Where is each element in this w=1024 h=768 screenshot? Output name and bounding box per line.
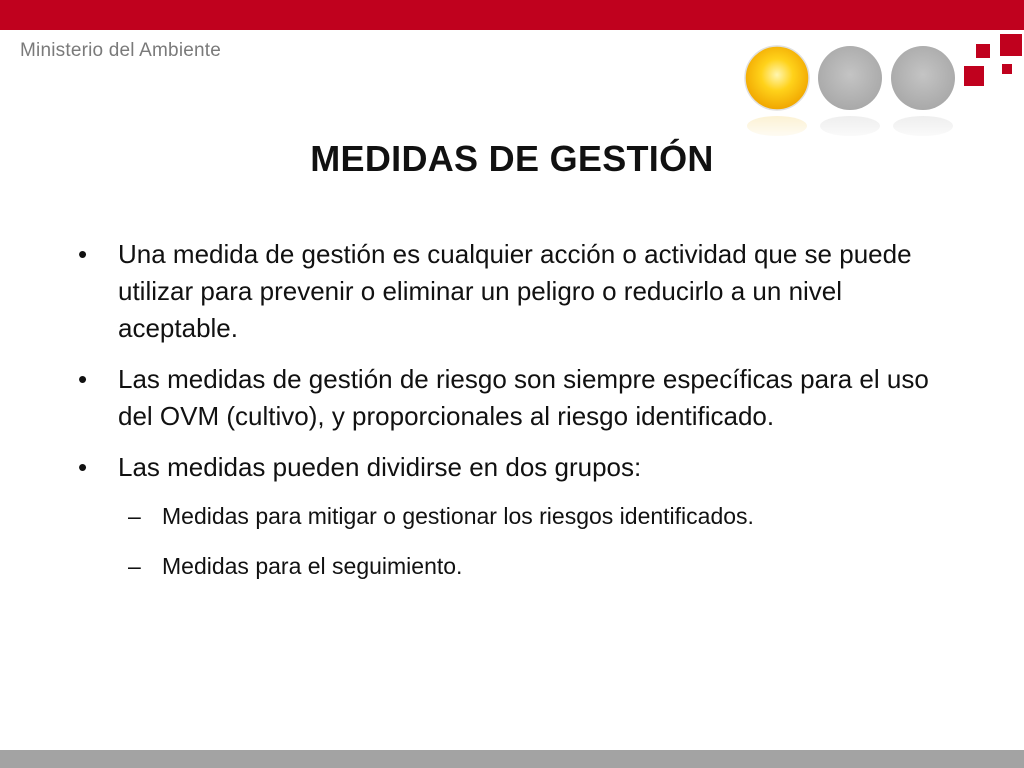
bullet-marker: • — [78, 239, 88, 269]
slide-title: MEDIDAS DE GESTIÓN — [310, 138, 714, 179]
sub-bullet-item — [118, 550, 998, 583]
bullet-marker: • — [78, 364, 88, 394]
bullet-text: Las medidas de gestión de riesgo son siempre específicas para el uso del OVM (cultivo), y proporcionales al riesgo identificado. — [118, 364, 929, 431]
sub-bullet-marker: – — [128, 553, 141, 579]
bullet-item — [78, 449, 958, 486]
bullet-text: Las medidas pueden dividirse en dos grupos: — [118, 452, 642, 482]
sub-bullet-marker: – — [128, 503, 141, 529]
sub-bullet-text: Medidas para el seguimiento. — [162, 553, 463, 579]
top-red-bar — [0, 0, 1024, 30]
bottom-gray-bar — [0, 750, 1024, 768]
sub-bullet-list — [118, 500, 998, 583]
organization-name: Ministerio del Ambiente — [20, 40, 222, 61]
bullet-item — [78, 236, 958, 347]
bullet-text: Una medida de gestión es cualquier acción o actividad que se puede utilizar para prevenir o eliminar un peligro o reducirlo a un nivel aceptable. — [118, 239, 912, 343]
sub-bullet-item — [118, 500, 998, 533]
sub-bullet-text: Medidas para mitigar o gestionar los riesgos identificados. — [162, 503, 754, 529]
bullet-marker: • — [78, 452, 88, 482]
bullet-list — [78, 236, 958, 600]
red-squares-logo-icon — [960, 18, 1024, 90]
bullet-item — [78, 361, 958, 435]
logo-circles — [740, 44, 960, 144]
